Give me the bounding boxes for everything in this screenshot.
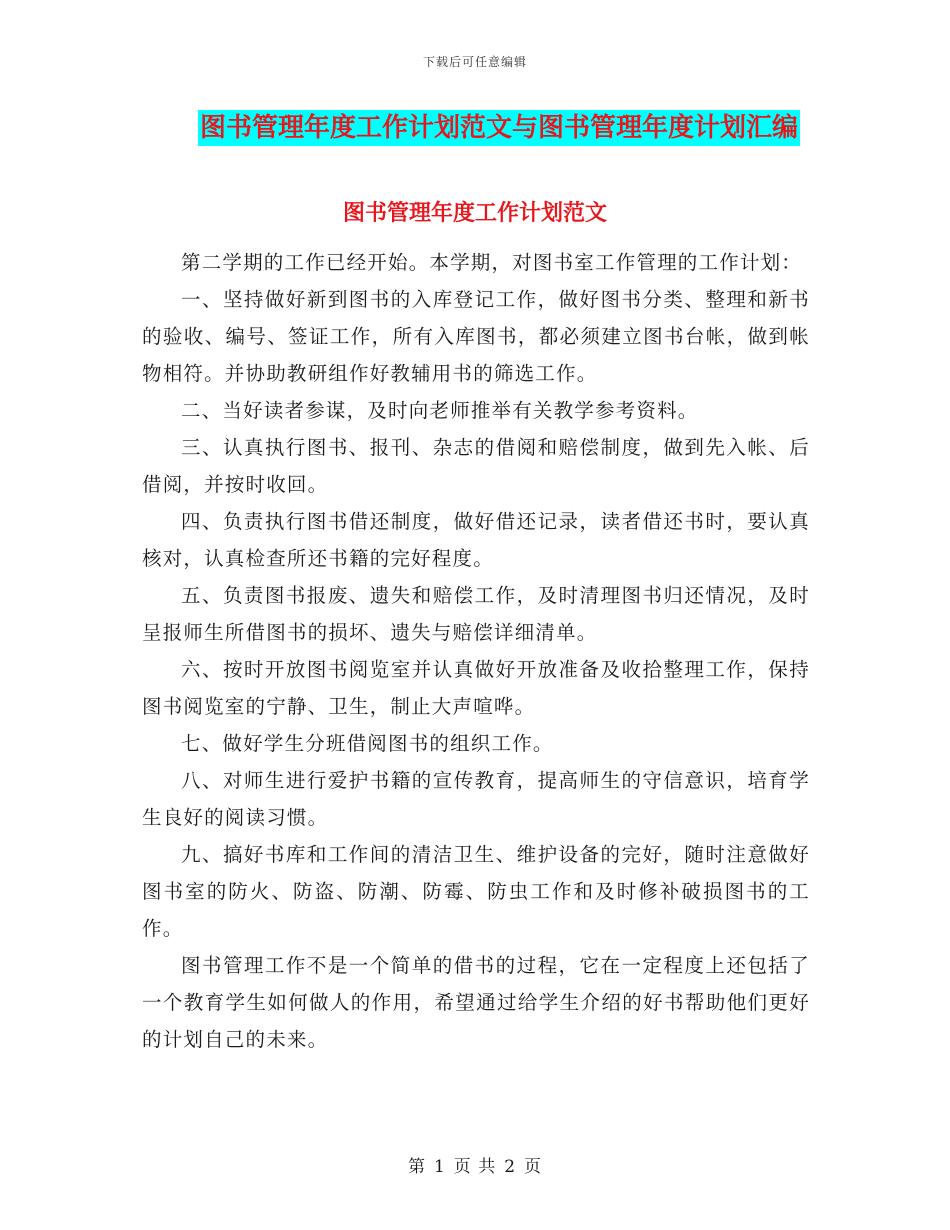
paragraph-item-7: 七、做好学生分班借阅图书的组织工作。 <box>181 732 554 755</box>
footer-page-number: 1 <box>433 1157 446 1177</box>
paragraph-item-4: 四、负责执行图书借还制度，做好借还记录，读者借还书时，要认真核对，认真检查所还书籍的完好程度。 <box>142 510 810 570</box>
paragraph-intro: 第二学期的工作已经开始。本学期，对图书室工作管理的工作计划： <box>181 251 803 274</box>
header-note: 下载后可任意编辑 <box>422 55 527 69</box>
paragraph-item-1: 一、坚持做好新到图书的入库登记工作，做好图书分类、整理和新书的验收、编号、签证工作，所有入库图书，都必须建立图书台帐，做到帐物相符。并协助教研组作好教辅用书的筛选工作。 <box>142 288 810 385</box>
paragraph-item-5: 五、负责图书报废、遗失和赔偿工作，及时清理图书归还情况，及时呈报师生所借图书的损坏、遗失与赔偿详细清单。 <box>142 584 810 644</box>
section-title: 图书管理年度工作计划范文 <box>342 201 607 226</box>
footer-total-pages: 2 <box>504 1157 517 1177</box>
page-footer <box>0 1152 950 1177</box>
footer-prefix: 第 <box>407 1157 426 1177</box>
main-title-container <box>0 110 950 146</box>
paragraph-conclusion: 图书管理工作不是一个简单的借书的过程，它在一定程度上还包括了一个教育学生如何做人的作用，希望通过给学生介绍的好书帮助他们更好的计划自己的未来。 <box>142 954 810 1051</box>
paragraph-item-3: 三、认真执行图书、报刊、杂志的借阅和赔偿制度，做到先入帐、后借阅，并按时收回。 <box>142 436 810 496</box>
paragraph-item-6: 六、按时开放图书阅览室并认真做好开放准备及收拾整理工作，保持图书阅览室的宁静、卫生，制止大声喧哗。 <box>142 658 810 718</box>
paragraph-item-8: 八、对师生进行爱护书籍的宣传教育，提高师生的守信意识，培育学生良好的阅读习惯。 <box>142 769 810 829</box>
paragraph-item-9: 九、搞好书库和工作间的清洁卫生、维护设备的完好，随时注意做好图书室的防火、防盗、防潮、防霉、防虫工作和及时修补破损图书的工作。 <box>142 843 810 940</box>
main-title: 图书管理年度工作计划范文与图书管理年度计划汇编 <box>198 110 800 146</box>
footer-suffix: 页 <box>524 1157 543 1177</box>
paragraph-item-2: 二、当好读者参谋，及时向老师推举有关教学参考资料。 <box>181 399 699 422</box>
document-body <box>142 244 810 1058</box>
footer-middle: 页 共 <box>453 1157 497 1177</box>
